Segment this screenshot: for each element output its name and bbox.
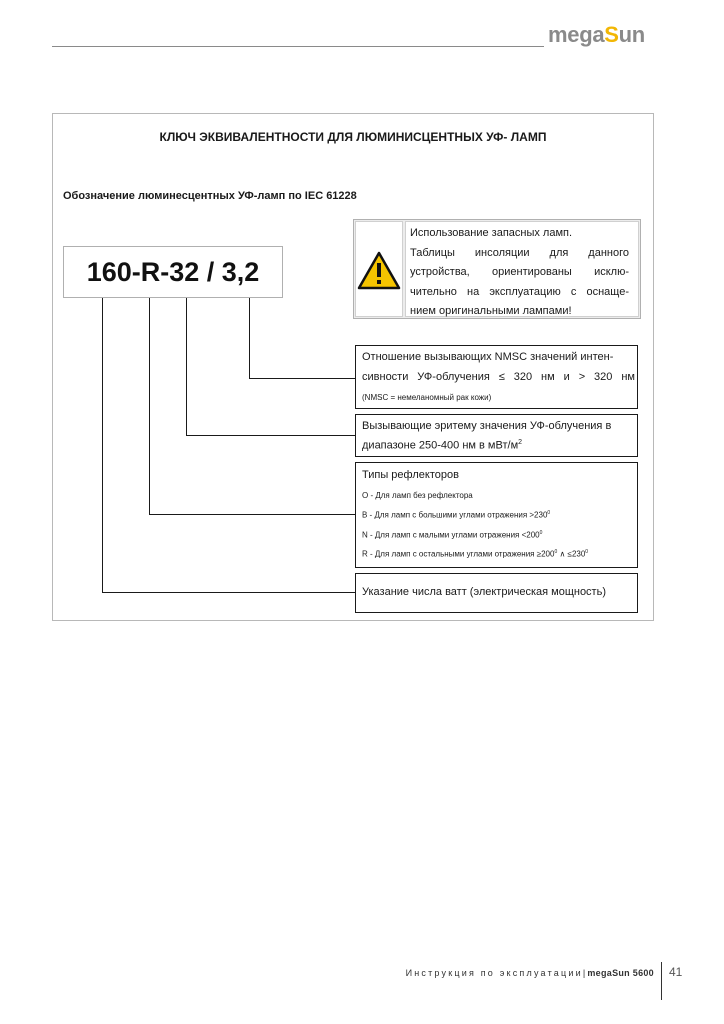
section-subtitle: Обозначение люминесцентных УФ-ламп по IEC 61228 <box>63 190 357 202</box>
footer-text: Инструкция по эксплуатации|megaSun 5600 <box>405 968 654 978</box>
reflector-n: N - Для ламп с малыми углами отражения $<200^0$ <box>362 530 543 540</box>
connector-ratio-horizontal <box>249 378 355 379</box>
ratio-line-2: сивности УФ-облучения ≤ 320 нм и > 320 нм <box>362 371 635 383</box>
connector-reflector-horizontal <box>149 514 355 515</box>
connector-ratio-vertical <box>249 298 250 379</box>
warning-icon-cell <box>355 221 403 317</box>
wattage-box <box>355 573 638 613</box>
wattage-text: Указание числа ватт (электрическая мощность) <box>362 586 606 598</box>
page-number: 41 <box>669 965 683 979</box>
warning-line: Таблицы инсоляции для данного <box>410 246 629 259</box>
connector-erythema-vertical <box>186 298 187 436</box>
megasun-logo: megaSun <box>548 22 645 47</box>
connector-wattage-vertical <box>102 298 103 593</box>
warning-line: устройства, ориентированы исклю- <box>410 266 629 278</box>
erythema-line-2: диапазоне 250-400 нм в мВт/$м^2$ <box>362 439 523 452</box>
header-rule <box>52 46 544 47</box>
reflector-o: O - Для ламп без рефлектора <box>362 491 473 500</box>
ratio-line-1: Отношение вызывающих NMSC значений интен- <box>362 351 614 363</box>
ratio-note: (NMSC = немеланомный рак кожи) <box>362 393 492 402</box>
warning-line: чительно на эксплуатацию с оснаще- <box>410 285 629 298</box>
reflector-types-box <box>355 462 638 568</box>
connector-reflector-vertical <box>149 298 150 515</box>
warning-text <box>410 224 629 322</box>
erythema-line-1: Вызывающие эритему значения УФ-облучения в <box>362 420 612 432</box>
ratio-box <box>355 345 638 409</box>
warning-line: нием оригинальными лампами! <box>410 305 572 317</box>
connector-wattage-horizontal <box>102 592 355 593</box>
erythema-box <box>355 414 638 457</box>
warning-line: Использование запасных ламп. <box>410 227 573 239</box>
reflector-b: B - Для ламп с большими углами отражения $>230^0$ <box>362 510 551 520</box>
page-title: КЛЮЧ ЭКВИВАЛЕНТНОСТИ ДЛЯ ЛЮМИНИСЦЕНТНЫХ УФ- ЛАМП <box>159 130 547 144</box>
footer-separator <box>661 962 662 1000</box>
lamp-code-box: 160-R-32 / 3,2 <box>63 246 283 298</box>
connector-erythema-horizontal <box>186 435 355 436</box>
reflector-r: R - Для ламп с остальными углами отражения $\ge 200^0$ ∧ $\le 230^0$ <box>362 549 589 559</box>
warning-triangle-icon <box>356 222 402 316</box>
reflector-heading: Типы рефлекторов <box>362 469 459 481</box>
